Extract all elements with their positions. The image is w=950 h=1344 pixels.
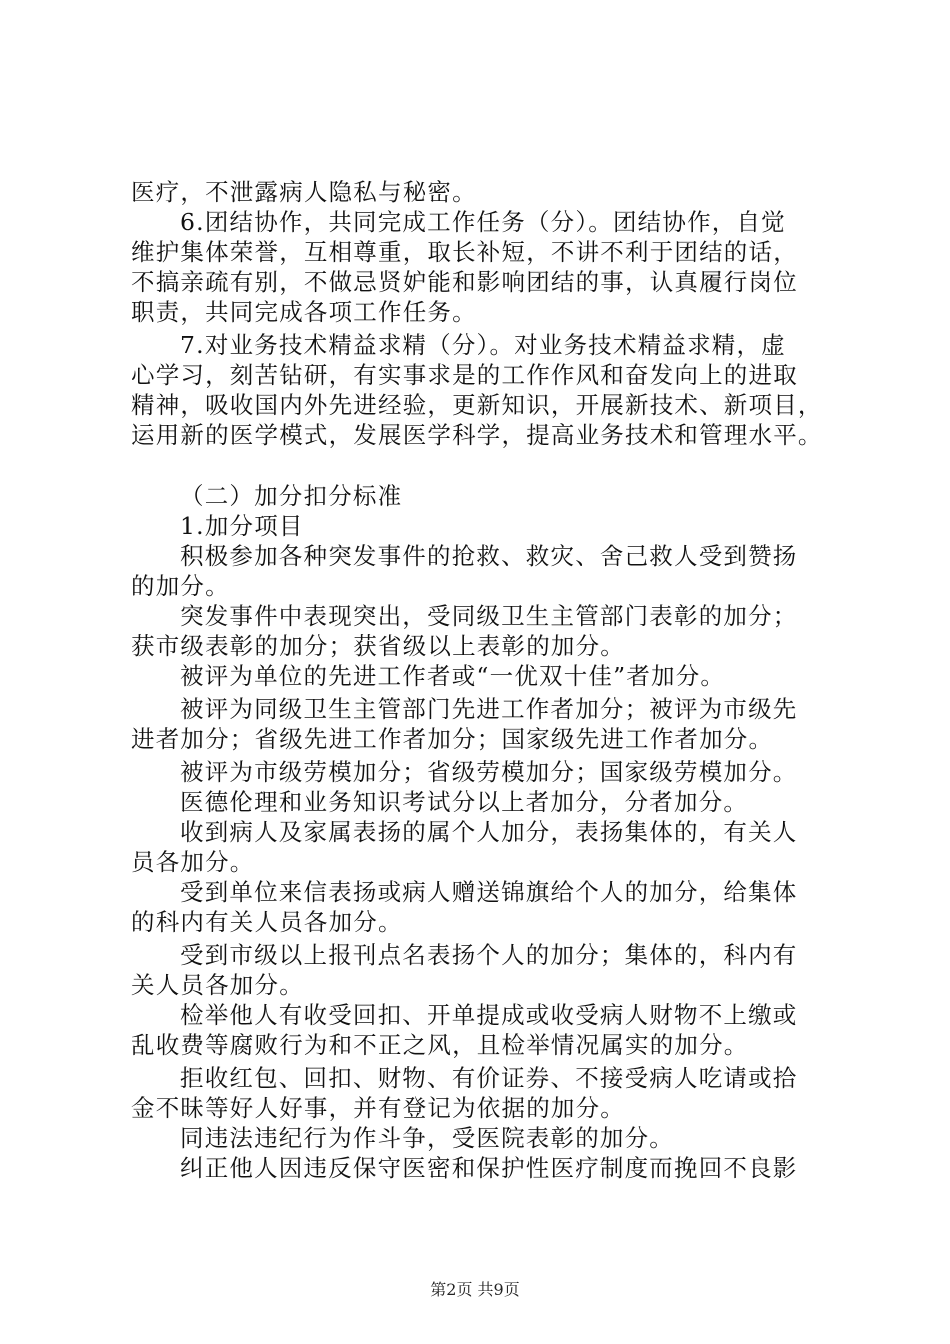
text-line: 员各加分。	[131, 848, 255, 876]
text-line: 6.团结协作，共同完成工作任务（分）。团结协作，自觉	[180, 208, 786, 236]
text-line: 医德伦理和业务知识考试分以上者加分，分者加分。	[180, 788, 749, 816]
text-line: 获市级表彰的加分；获省级以上表彰的加分。	[131, 632, 625, 660]
text-line: 维护集体荣誉，互相尊重，取长补短，不讲不利于团结的话，	[131, 238, 798, 266]
text-line: 被评为单位的先进工作者或“一优双十佳”者加分。	[180, 662, 726, 690]
text-line: 积极参加各种突发事件的抢救、救灾、舍己救人受到赞扬	[180, 542, 798, 570]
text-line: 同违法违纪行为作斗争，受医院表彰的加分。	[180, 1124, 674, 1152]
text-line: 的科内有关人员各加分。	[131, 908, 403, 936]
text-line: 心学习，刻苦钻研，有实事求是的工作作风和奋发向上的进取	[131, 361, 798, 389]
text-line: 金不昧等好人好事，并有登记为依据的加分。	[131, 1094, 625, 1122]
text-line: 的加分。	[131, 572, 230, 600]
text-line: 受到市级以上报刊点名表扬个人的加分；集体的，科内有	[180, 941, 798, 969]
section-heading: （二）加分扣分标准	[180, 482, 403, 510]
text-line: 受到单位来信表扬或病人赠送锦旗给个人的加分，给集体	[180, 878, 798, 906]
subsection-heading: 1.加分项目	[180, 512, 304, 540]
text-line: 被评为同级卫生主管部门先进工作者加分；被评为市级先	[180, 695, 798, 723]
text-line: 被评为市级劳模加分；省级劳模加分；国家级劳模加分。	[180, 758, 798, 786]
text-line: 职责，共同完成各项工作任务。	[131, 298, 477, 326]
page-number-footer: 第2页 共9页	[430, 1280, 520, 1299]
text-line: 医疗，不泄露病人隐私与秘密。	[131, 178, 477, 206]
text-line: 纠正他人因违反保守医密和保护性医疗制度而挽回不良影	[180, 1154, 798, 1182]
text-line: 不搞亲疏有别，不做忌贤妒能和影响团结的事，认真履行岗位	[131, 268, 798, 296]
text-line: 运用新的医学模式，发展医学科学，提高业务技术和管理水平。	[131, 421, 823, 449]
text-line: 检举他人有收受回扣、开单提成或收受病人财物不上缴或	[180, 1001, 798, 1029]
text-line: 进者加分；省级先进工作者加分；国家级先进工作者加分。	[131, 725, 774, 753]
text-line: 7.对业务技术精益求精（分）。对业务技术精益求精，虚	[180, 331, 786, 359]
text-line: 关人员各加分。	[131, 971, 304, 999]
text-line: 精神，吸收国内外先进经验，更新知识，开展新技术、新项目，	[131, 391, 823, 419]
text-line: 突发事件中表现突出，受同级卫生主管部门表彰的加分；	[180, 602, 798, 630]
text-line: 拒收红包、回扣、财物、有价证券、不接受病人吃请或拾	[180, 1064, 798, 1092]
text-line: 收到病人及家属表扬的属个人加分，表扬集体的，有关人	[180, 818, 798, 846]
text-line: 乱收费等腐败行为和不正之风，且检举情况属实的加分。	[131, 1031, 749, 1059]
